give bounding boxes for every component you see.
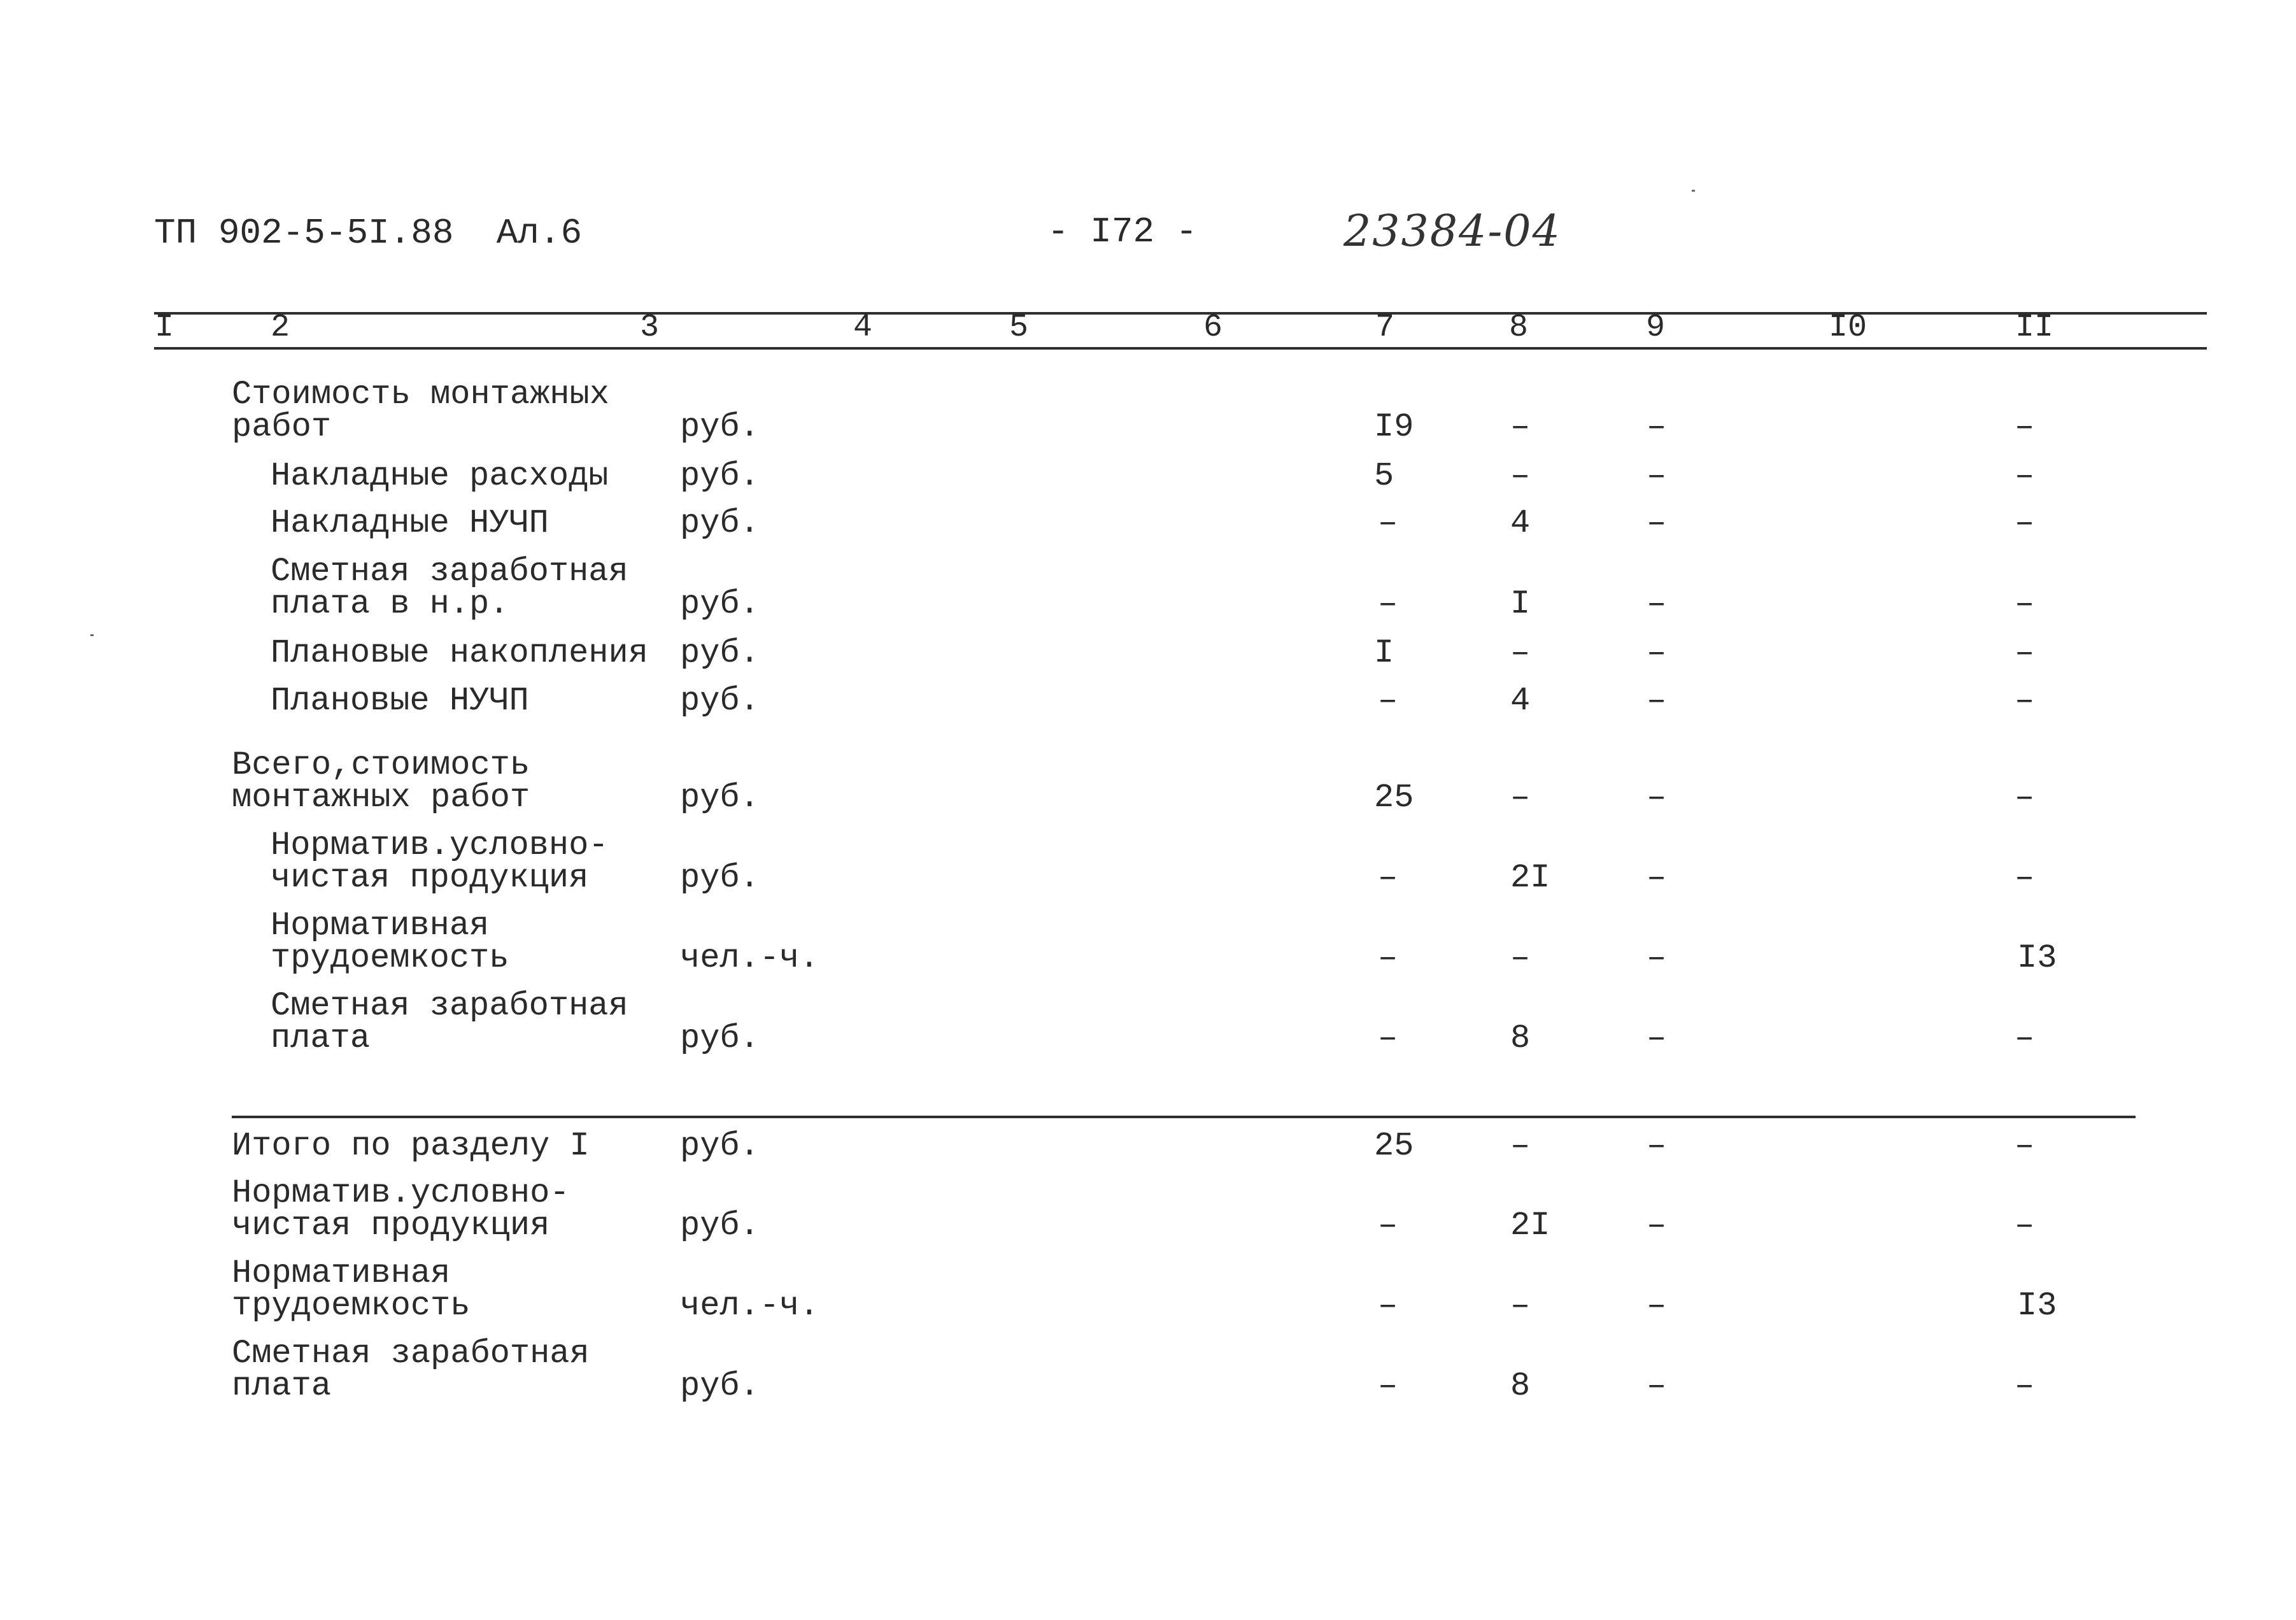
col8-cell: – [1510, 779, 1531, 816]
col8-cell: 8 [1510, 1020, 1531, 1057]
col11-cell: – [2015, 1367, 2035, 1405]
row-label: Сметная заработная [271, 553, 628, 590]
col7-cell: I [1374, 634, 1394, 672]
col11-cell: – [2015, 1207, 2035, 1244]
col7-cell: – [1378, 1207, 1398, 1244]
unit-cell: руб. [680, 408, 760, 446]
unit-cell: руб. [680, 1207, 760, 1244]
col7-cell: – [1378, 585, 1398, 623]
row-label: Сметная заработная [271, 987, 628, 1025]
col9-cell: – [1647, 457, 1667, 495]
col7-cell: – [1378, 939, 1398, 977]
col9-cell: – [1647, 1367, 1667, 1405]
col8-cell: – [1510, 457, 1531, 495]
column-number: 7 [1375, 309, 1395, 346]
col8-cell: 4 [1510, 682, 1531, 720]
row-label: Стоимость монтажных [232, 376, 609, 413]
unit-cell: руб. [680, 1127, 760, 1165]
row-label: Норматив.условно- [232, 1174, 570, 1212]
col11-cell: – [2015, 634, 2035, 672]
column-number: II [2015, 309, 2054, 346]
row-label: трудоемкость [271, 939, 509, 977]
unit-cell: руб. [680, 634, 760, 672]
unit-cell: руб. [680, 1020, 760, 1057]
document-code: ТП 902-5-5I.88 Ал.6 [154, 213, 583, 253]
col11-cell: – [2015, 682, 2035, 720]
col7-cell: – [1378, 1020, 1398, 1057]
row-label: Плановые накопления [271, 634, 648, 672]
col7-cell: 25 [1374, 1127, 1414, 1165]
col7-cell: – [1378, 682, 1398, 720]
col7-cell: 25 [1374, 779, 1414, 816]
col9-cell: – [1647, 859, 1667, 897]
unit-cell: руб. [680, 859, 760, 897]
row-label: Итого по разделу I [232, 1127, 590, 1165]
scan-speck [90, 634, 94, 636]
row-label: чистая продукция [232, 1207, 550, 1244]
col9-cell: – [1647, 408, 1667, 446]
page-number: - I72 - [1047, 211, 1198, 252]
col8-cell: 8 [1510, 1367, 1531, 1405]
col7-cell: – [1378, 504, 1398, 542]
column-number: 2 [271, 309, 290, 346]
col7-cell: 5 [1374, 457, 1394, 495]
col8-cell: I [1510, 585, 1531, 623]
col11-cell: – [2015, 779, 2035, 816]
row-label: работ [232, 408, 332, 446]
col7-cell: – [1378, 1367, 1398, 1405]
row-label: монтажных работ [232, 779, 530, 816]
col9-cell: – [1647, 779, 1667, 816]
section-total-rule [232, 1116, 2136, 1118]
row-label: плата [271, 1020, 371, 1057]
col9-cell: – [1647, 1207, 1667, 1244]
col9-cell: – [1647, 585, 1667, 623]
col11-cell: – [2015, 859, 2035, 897]
scan-speck [1692, 190, 1695, 192]
row-label: Плановые НУЧП [271, 682, 529, 720]
col8-cell: – [1510, 408, 1531, 446]
col11-cell: – [2015, 504, 2035, 542]
column-number: 6 [1203, 309, 1223, 346]
row-label: Нормативная [271, 907, 490, 944]
row-label: трудоемкость [232, 1287, 471, 1325]
col9-cell: – [1647, 504, 1667, 542]
col11-cell: I3 [2017, 939, 2057, 977]
unit-cell: руб. [680, 682, 760, 720]
column-header-rule [154, 347, 2207, 350]
row-label: Накладные расходы [271, 457, 609, 495]
column-number: I0 [1829, 309, 1867, 346]
unit-cell: руб. [680, 779, 760, 816]
column-number: 8 [1509, 309, 1529, 346]
col11-cell: – [2015, 585, 2035, 623]
row-label: чистая продукция [271, 859, 589, 897]
row-label: плата в н.р. [271, 585, 509, 623]
table-top-rule [154, 312, 2207, 315]
col11-cell: I3 [2017, 1287, 2057, 1325]
row-label: плата [232, 1367, 332, 1405]
unit-cell: чел.-ч. [680, 939, 819, 977]
row-label: Норматив.условно- [271, 827, 609, 864]
column-number: 3 [640, 309, 660, 346]
row-label: Нормативная [232, 1254, 451, 1292]
unit-cell: руб. [680, 1367, 760, 1405]
row-label: Сметная заработная [232, 1335, 590, 1372]
column-number: I [155, 309, 174, 346]
col8-cell: – [1510, 1127, 1531, 1165]
col7-cell: – [1378, 859, 1398, 897]
col11-cell: – [2015, 1127, 2035, 1165]
col8-cell: 2I [1510, 859, 1550, 897]
col8-cell: 4 [1510, 504, 1531, 542]
col8-cell: – [1510, 634, 1531, 672]
column-number: 4 [853, 309, 873, 346]
column-number: 5 [1009, 309, 1029, 346]
col9-cell: – [1647, 634, 1667, 672]
handwritten-inventory-number: 23384-04 [1343, 206, 1561, 257]
unit-cell: руб. [680, 457, 760, 495]
unit-cell: чел.-ч. [680, 1287, 819, 1325]
row-label: Накладные НУЧП [271, 504, 549, 542]
col11-cell: – [2015, 457, 2035, 495]
col9-cell: – [1647, 1287, 1667, 1325]
unit-cell: руб. [680, 585, 760, 623]
col9-cell: – [1647, 1127, 1667, 1165]
col7-cell: – [1378, 1287, 1398, 1325]
col8-cell: – [1510, 939, 1531, 977]
col9-cell: – [1647, 682, 1667, 720]
unit-cell: руб. [680, 504, 760, 542]
col8-cell: – [1510, 1287, 1531, 1325]
col11-cell: – [2015, 408, 2035, 446]
row-label: Всего,стоимость [232, 746, 530, 784]
col8-cell: 2I [1510, 1207, 1550, 1244]
col9-cell: – [1647, 1020, 1667, 1057]
column-number: 9 [1646, 309, 1666, 346]
col11-cell: – [2015, 1020, 2035, 1057]
col9-cell: – [1647, 939, 1667, 977]
col7-cell: I9 [1374, 408, 1414, 446]
